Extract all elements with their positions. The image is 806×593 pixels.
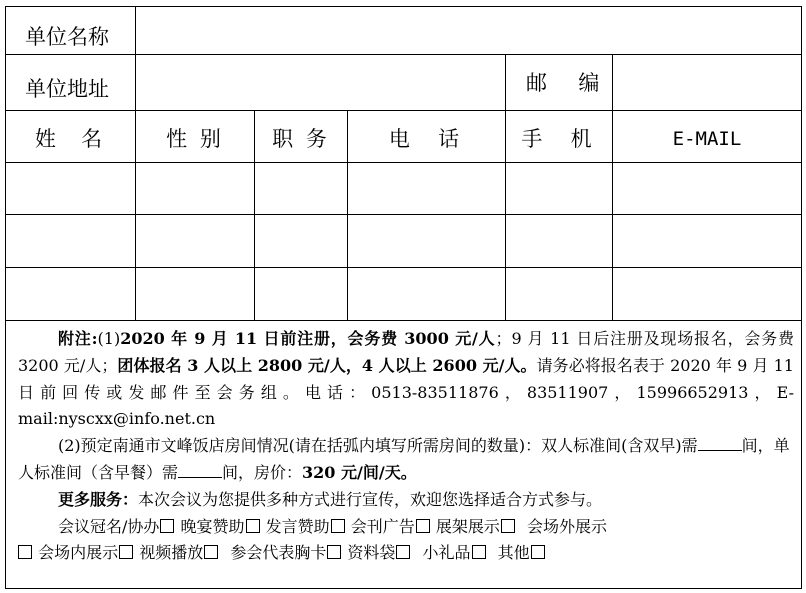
double-room-blank[interactable] [698, 434, 742, 451]
header-email: E-MAIL [672, 128, 742, 150]
row-divider [6, 110, 801, 111]
single-room-blank[interactable] [178, 461, 222, 478]
postcode-field[interactable] [613, 55, 801, 110]
row-divider [6, 320, 801, 321]
more-services: 更多服务：本次会议为您提供多种方式进行宣传，欢迎您选择适合方式参与。 [58, 489, 603, 509]
options-line-1: 会议冠名/协办 晚宴赞助 发言赞助 会刊广告 展架展示 会场外展示 [58, 516, 607, 536]
unit-name-label: 单位名称 [25, 25, 109, 49]
checkbox[interactable] [204, 545, 218, 559]
checkbox[interactable] [472, 545, 486, 559]
header-phone: 电 话 [388, 127, 465, 151]
unit-address-field[interactable] [136, 55, 505, 110]
checkbox[interactable] [396, 545, 410, 559]
registration-form [5, 6, 802, 589]
header-gender: 性 别 [166, 127, 224, 151]
postcode-label: 邮 编 [526, 71, 606, 95]
unit-address-label: 单位地址 [25, 77, 109, 101]
unit-name-field[interactable] [136, 7, 801, 54]
checkbox[interactable] [160, 519, 174, 533]
table-row[interactable] [6, 163, 801, 214]
header-position: 职 务 [272, 127, 330, 151]
header-mobile: 手 机 [521, 127, 597, 151]
table-row[interactable] [6, 215, 801, 267]
note-label: 附注: [58, 329, 98, 348]
notes-section [18, 326, 794, 567]
header-name: 姓 名 [34, 127, 107, 151]
options-line-2: 会场内展示 视频播放 参会代表胸卡 资料袋 小礼品 其他 [18, 540, 794, 567]
checkbox[interactable] [331, 519, 345, 533]
checkbox[interactable] [327, 545, 341, 559]
note-1: 附注:(1)2020 年 9 月 11 日前注册，会务费 3000 元/人；9 月 11 日后注册及现场报名，会务费 3200 元/人；团体报名 3 人以上 2800 元/人，4 人以上 2600 元/人。请务必将报名表于 2020 年 9 月 11 日前回传或发邮件至会务组。电话：0513-83511876，83511907，15996652913，E-mail:nyscxx@info.net.cn [18, 329, 794, 429]
checkbox[interactable] [246, 519, 260, 533]
note-2: (2)预定南通市文峰饭店房间情况(请在括弧内填写所需房间的数量)：双人标准间(含双早)需 间，单人标准间（含早餐）需 间，房价：320 元/间/天。 [18, 436, 790, 482]
checkbox[interactable] [416, 519, 430, 533]
checkbox[interactable] [501, 519, 515, 533]
checkbox[interactable] [531, 545, 545, 559]
table-row[interactable] [6, 268, 801, 320]
checkbox[interactable] [18, 545, 32, 559]
checkbox[interactable] [119, 545, 133, 559]
